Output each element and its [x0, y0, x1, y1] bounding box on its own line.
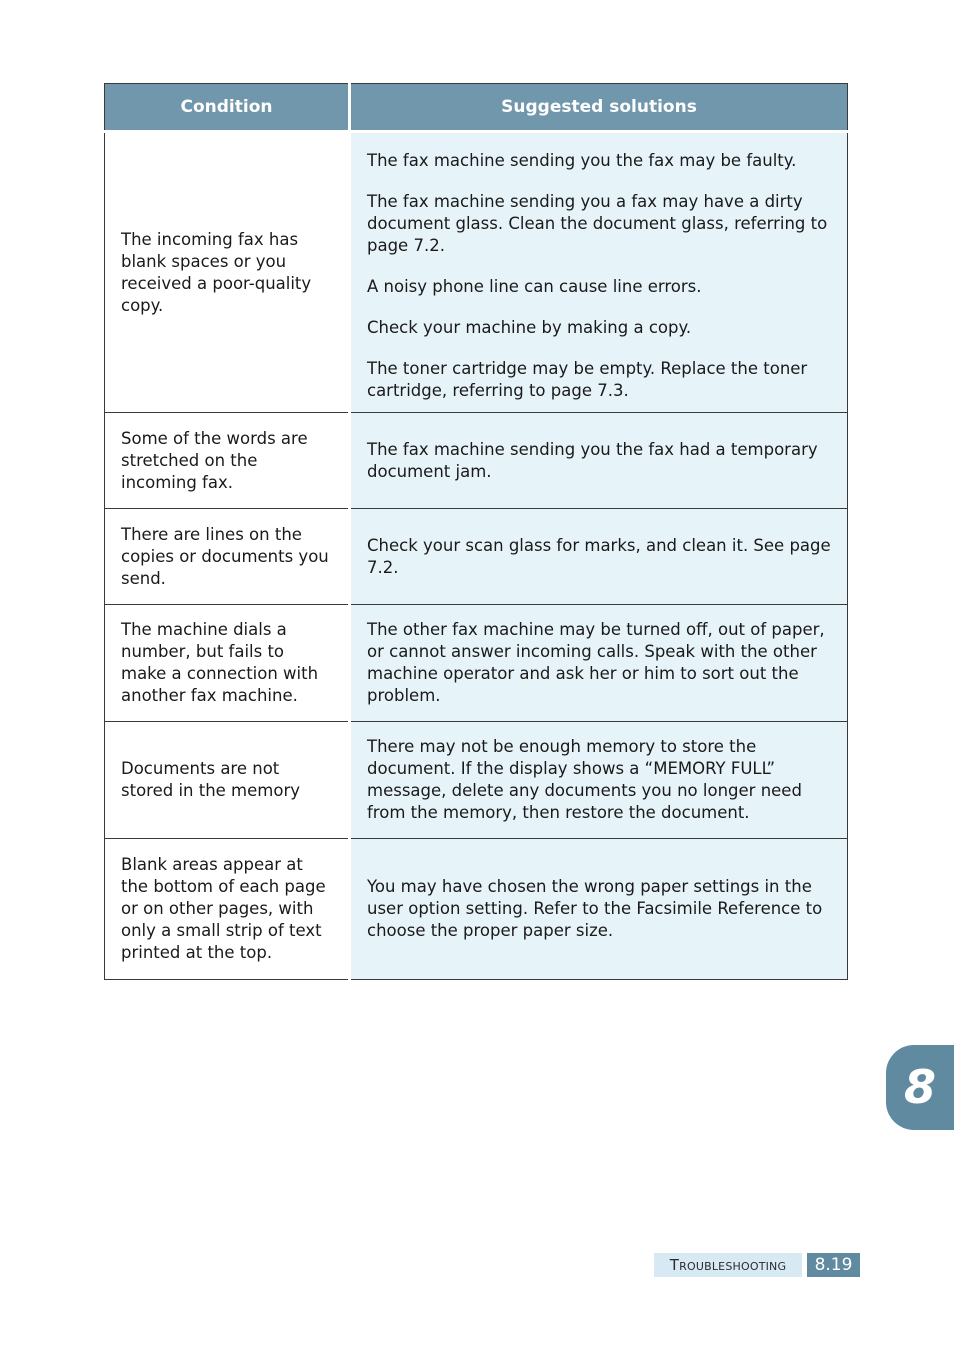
table-header-row [105, 84, 848, 132]
solution-text: The toner cartridge may be empty. Replace the toner cartridge, referring to page 7.3. [367, 358, 808, 400]
condition-text: The machine dials a number, but fails to make a connection with another fax machine. [121, 620, 319, 705]
condition-cell [105, 839, 350, 980]
condition-text: Some of the words are stretched on the incoming fax. [121, 428, 308, 492]
condition-text: Blank areas appear at the bottom of each page or on other pages, with only a small strip of text printed at the top. [121, 855, 326, 962]
solution-cell [350, 839, 848, 980]
page-number: 8.19 [807, 1253, 860, 1277]
table-row [105, 132, 848, 413]
solution-cell [350, 605, 848, 722]
table-row [105, 413, 848, 509]
condition-cell [105, 509, 350, 605]
solution-text: The fax machine sending you the fax may be faulty. [367, 150, 797, 170]
condition-cell [105, 722, 350, 839]
footer-section-title: Troubleshooting [654, 1253, 802, 1277]
solution-text: The fax machine sending you a fax may have a dirty document glass. Clean the document glass, referring to page 7.2. [367, 191, 828, 255]
solution-cell [350, 722, 848, 839]
table-row [105, 839, 848, 980]
solution-text: The other fax machine may be turned off, out of paper, or cannot answer incoming calls. Speak with the other machine operator and ask her or him to sort out the problem. [367, 620, 825, 705]
table-row [105, 509, 848, 605]
solution-text: You may have chosen the wrong paper settings in the user option setting. Refer to the Facsimile Reference to choose the proper paper size. [367, 877, 823, 940]
table-row [105, 722, 848, 839]
solution-cell [350, 509, 848, 605]
solution-text: A noisy phone line can cause line errors. [367, 276, 702, 296]
condition-text: The incoming fax has blank spaces or you received a poor-quality copy. [121, 229, 312, 315]
chapter-tab: 8 [886, 1045, 954, 1130]
condition-cell [105, 605, 350, 722]
table-row [105, 605, 848, 722]
condition-text: There are lines on the copies or documents you send. [121, 524, 329, 588]
solution-text: The fax machine sending you the fax had a temporary document jam. [367, 439, 818, 481]
solution-text: Check your machine by making a copy. [367, 317, 692, 337]
condition-cell [105, 132, 350, 413]
solution-text: There may not be enough memory to store the document. If the display shows a “MEMORY FULL” message, delete any documents you no longer need from the memory, then restore the document. [367, 737, 802, 822]
condition-header: Condition [105, 84, 350, 132]
solution-text: Check your scan glass for marks, and clean it. See page 7.2. [367, 535, 831, 577]
troubleshooting-table [104, 83, 848, 980]
solution-cell [350, 132, 848, 413]
condition-text: Documents are not stored in the memory [121, 759, 301, 800]
solution-cell [350, 413, 848, 509]
condition-cell [105, 413, 350, 509]
troubleshooting-table-container [104, 83, 848, 980]
solutions-header: Suggested solutions [350, 84, 848, 132]
